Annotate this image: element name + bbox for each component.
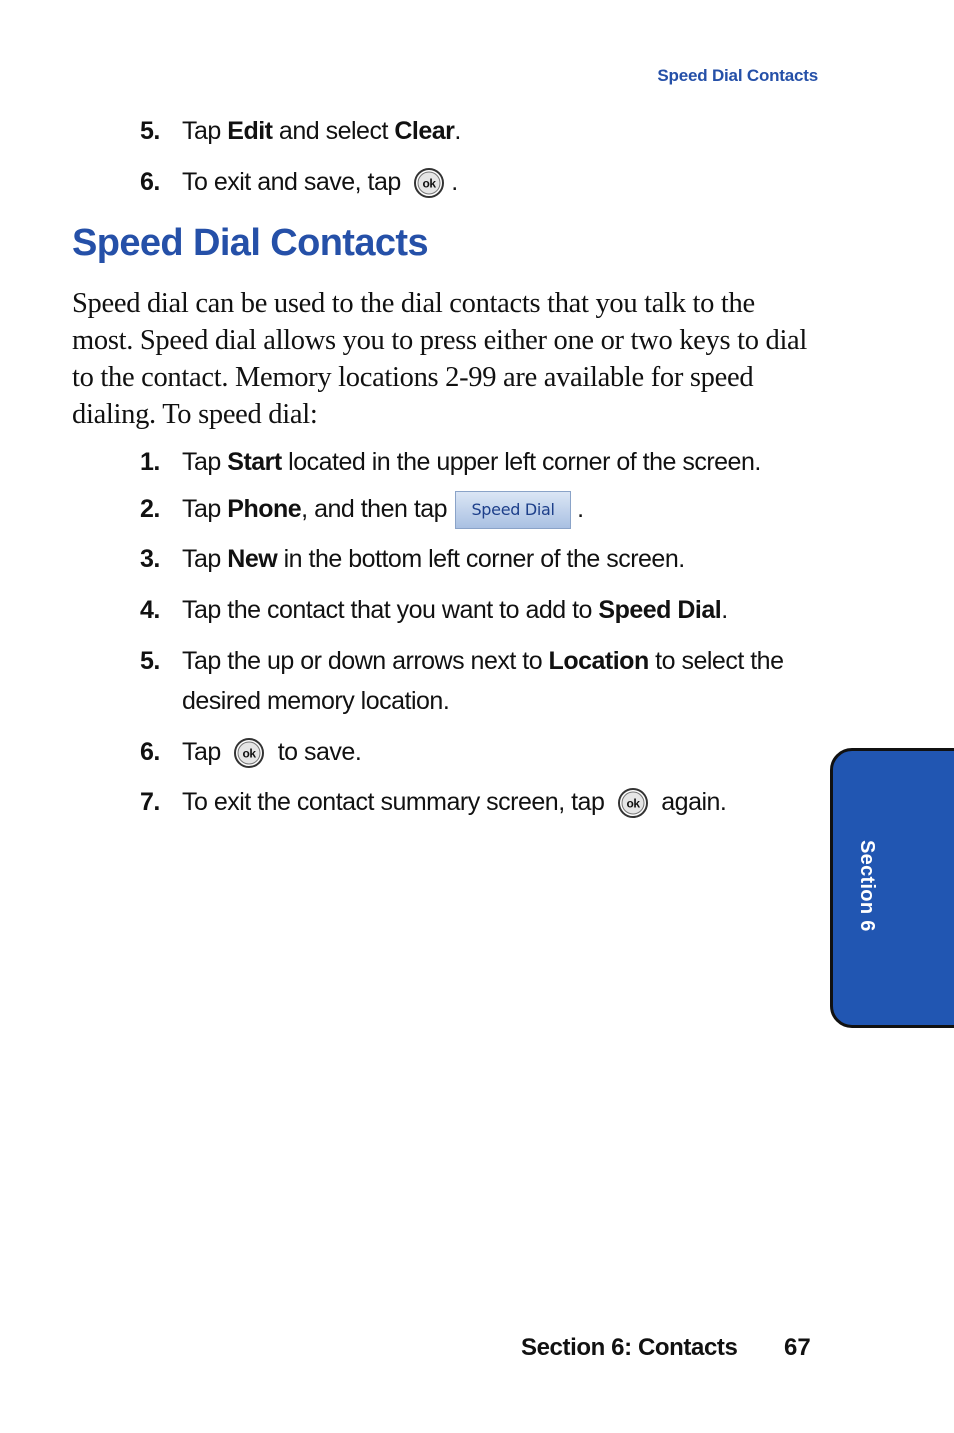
ok-icon — [233, 737, 265, 769]
step-number: 5. — [140, 117, 160, 145]
step-number: 6. — [140, 168, 160, 196]
running-head: Speed Dial Contacts — [657, 66, 818, 85]
step-text: Tap Phone, and then tap Speed Dial . — [182, 489, 820, 529]
list-item — [140, 539, 820, 579]
step-text: Tap the contact that you want to add to Speed Dial. — [182, 596, 728, 624]
svg-text:ok: ok — [422, 176, 436, 191]
list-item — [140, 162, 820, 202]
step-text: To exit and save, tap ok . — [182, 162, 820, 202]
step-text: Tap New in the bottom left corner of the screen. — [182, 545, 685, 573]
list-item — [140, 641, 820, 721]
step-text: Tap Start located in the upper left corner of the screen. — [182, 448, 761, 476]
list-item — [140, 782, 820, 822]
step-text: To exit the contact summary screen, tap ok again. — [182, 782, 820, 822]
list-item — [140, 489, 820, 529]
step-text: Tap ok to save. — [182, 732, 820, 772]
step-number: 1. — [140, 448, 160, 476]
step-text: Tap Edit and select Clear. — [182, 117, 461, 145]
step-number: 7. — [140, 788, 160, 816]
speed-dial-button: Speed Dial — [455, 491, 571, 529]
step-number: 3. — [140, 545, 160, 573]
list-item — [140, 442, 820, 482]
footer-section-label: Section 6: Contacts — [521, 1334, 738, 1361]
page-number: 67 — [784, 1334, 811, 1361]
ok-icon — [617, 787, 649, 819]
list-item — [140, 111, 820, 151]
step-number: 4. — [140, 596, 160, 624]
step-number: 2. — [140, 495, 160, 523]
svg-text:ok: ok — [242, 746, 256, 761]
ok-icon — [413, 167, 445, 199]
list-item — [140, 590, 820, 630]
intro-paragraph: Speed dial can be used to the dial contacts that you talk to the most. Speed dial allows you to press either one or two keys to dial to the contact. Memory locations 2-99 are available for speed dialing. To speed dial: — [72, 288, 808, 430]
step-number: 5. — [140, 647, 160, 675]
list-item — [140, 732, 820, 772]
section-tab-label: Section 6 — [856, 840, 878, 932]
step-text: Tap the up or down arrows next to Location to select the desired memory location. — [182, 647, 784, 715]
svg-text:ok: ok — [626, 796, 640, 811]
step-number: 6. — [140, 738, 160, 766]
section-heading: Speed Dial Contacts — [72, 222, 429, 264]
